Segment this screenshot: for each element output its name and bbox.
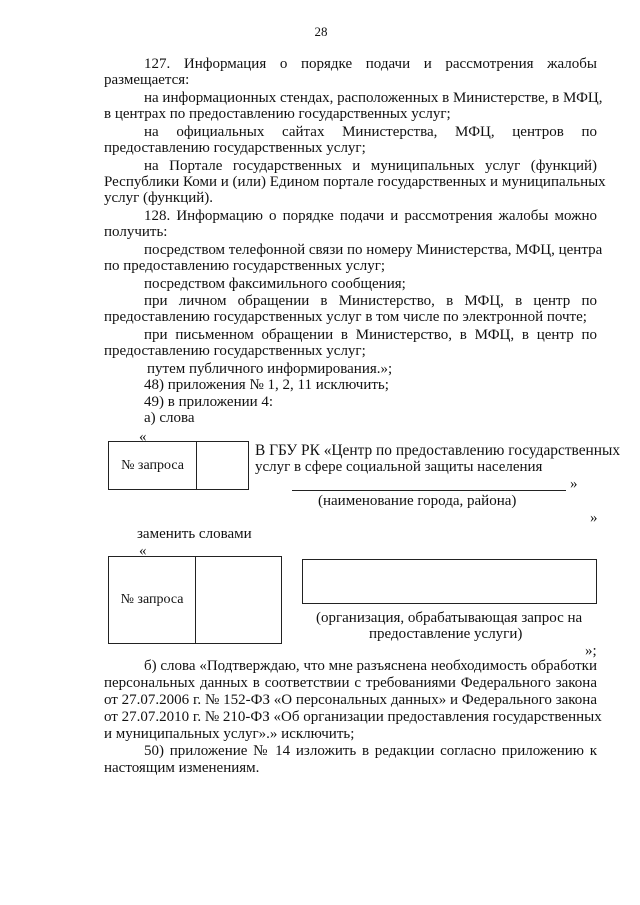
org-name-line-2: услуг в сфере социальной защиты населения xyxy=(255,459,543,475)
org-line-close-quote: » xyxy=(570,476,578,492)
list-item-public: путем публичного информирования.»; xyxy=(147,361,393,377)
organization-caption-line-2: предоставление услуги) xyxy=(369,626,523,642)
org-name-line-1: В ГБУ РК «Центр по предоставлению государственных xyxy=(255,442,621,459)
list-item-personal-line-2: предоставлению государственных услуг в том числе по электронной почте; xyxy=(104,309,587,325)
page-number: 28 xyxy=(314,24,328,39)
list-item-sites-line-1: на официальных сайтах Министерства, МФЦ, центров по xyxy=(144,124,597,140)
list-item-sites-line-2: предоставлению государственных услуг; xyxy=(104,140,366,156)
list-item-portal-line-3: услуг (функций). xyxy=(104,190,214,206)
paragraph-128-line-1: 128. Информацию о порядке подачи и рассмотрения жалобы можно xyxy=(144,208,597,224)
list-item-phone-line-1: посредством телефонной связи по номеру Министерства, МФЦ, центра xyxy=(144,242,603,258)
subitem-b-line-2: персональных данных в соответствии с требованиями Федерального закона xyxy=(104,675,597,691)
list-item-phone-line-2: по предоставлению государственных услуг; xyxy=(104,258,386,274)
list-item-written-line-2: предоставлению государственных услуг; xyxy=(104,343,366,359)
paragraph-128-line-2: получить: xyxy=(104,224,168,240)
open-quote: « xyxy=(139,429,147,445)
list-item-stands-line-2: в центрах по предоставлению государственных услуг; xyxy=(104,106,451,122)
item-50-line-2: настоящим изменениям. xyxy=(104,760,260,776)
subitem-b-line-1: б) слова «Подтверждаю, что мне разъяснена необходимость обработки xyxy=(144,658,597,674)
subitem-b-line-3: от 27.07.2006 г. № 152-ФЗ «О персональных данных» и Федерального закона xyxy=(104,692,597,708)
request-number-value-cell xyxy=(195,556,282,644)
request-number-label: № запроса xyxy=(120,592,184,607)
close-quote: »; xyxy=(585,643,597,659)
item-49: 49) в приложении 4: xyxy=(144,394,274,410)
list-item-portal-line-1: на Портале государственных и муниципальных услуг (функций) xyxy=(144,158,597,174)
replace-label: заменить словами xyxy=(137,526,252,542)
request-number-cell xyxy=(108,441,197,490)
list-item-stands-line-1: на информационных стендах, расположенных в Министерстве, в МФЦ, xyxy=(144,90,603,106)
list-item-personal-line-1: при личном обращении в Министерство, в МФЦ, в центр по xyxy=(144,293,597,309)
list-item-fax: посредством факсимильного сообщения; xyxy=(144,276,406,292)
subitem-b-line-4: от 27.07.2010 г. № 210-ФЗ «Об организации предоставления государственных xyxy=(104,709,602,725)
paragraph-127-line-1: 127. Информация о порядке подачи и рассмотрения жалобы xyxy=(144,56,597,72)
organization-caption-line-1: (организация, обрабатывающая запрос на xyxy=(316,610,583,626)
city-underline xyxy=(292,490,566,491)
list-item-written-line-1: при письменном обращении в Министерство, в МФЦ, в центр по xyxy=(144,327,597,343)
organization-box xyxy=(302,559,597,604)
item-48: 48) приложения № 1, 2, 11 исключить; xyxy=(144,377,389,393)
close-quote: » xyxy=(590,510,598,526)
subitem-b-line-5: и муниципальных услуг».» исключить; xyxy=(104,726,355,742)
request-number-value-cell xyxy=(196,441,249,490)
open-quote: « xyxy=(139,543,147,559)
city-caption: (наименование города, района) xyxy=(318,493,517,509)
item-50-line-1: 50) приложение № 14 изложить в редакции согласно приложению к xyxy=(144,743,597,759)
subitem-a: а) слова xyxy=(144,410,195,426)
request-number-label: № запроса xyxy=(121,458,184,473)
list-item-portal-line-2: Республики Коми и (или) Едином портале государственных и муниципальных xyxy=(104,174,606,190)
request-number-cell xyxy=(108,556,196,644)
paragraph-127-line-2: размещается: xyxy=(104,72,190,88)
